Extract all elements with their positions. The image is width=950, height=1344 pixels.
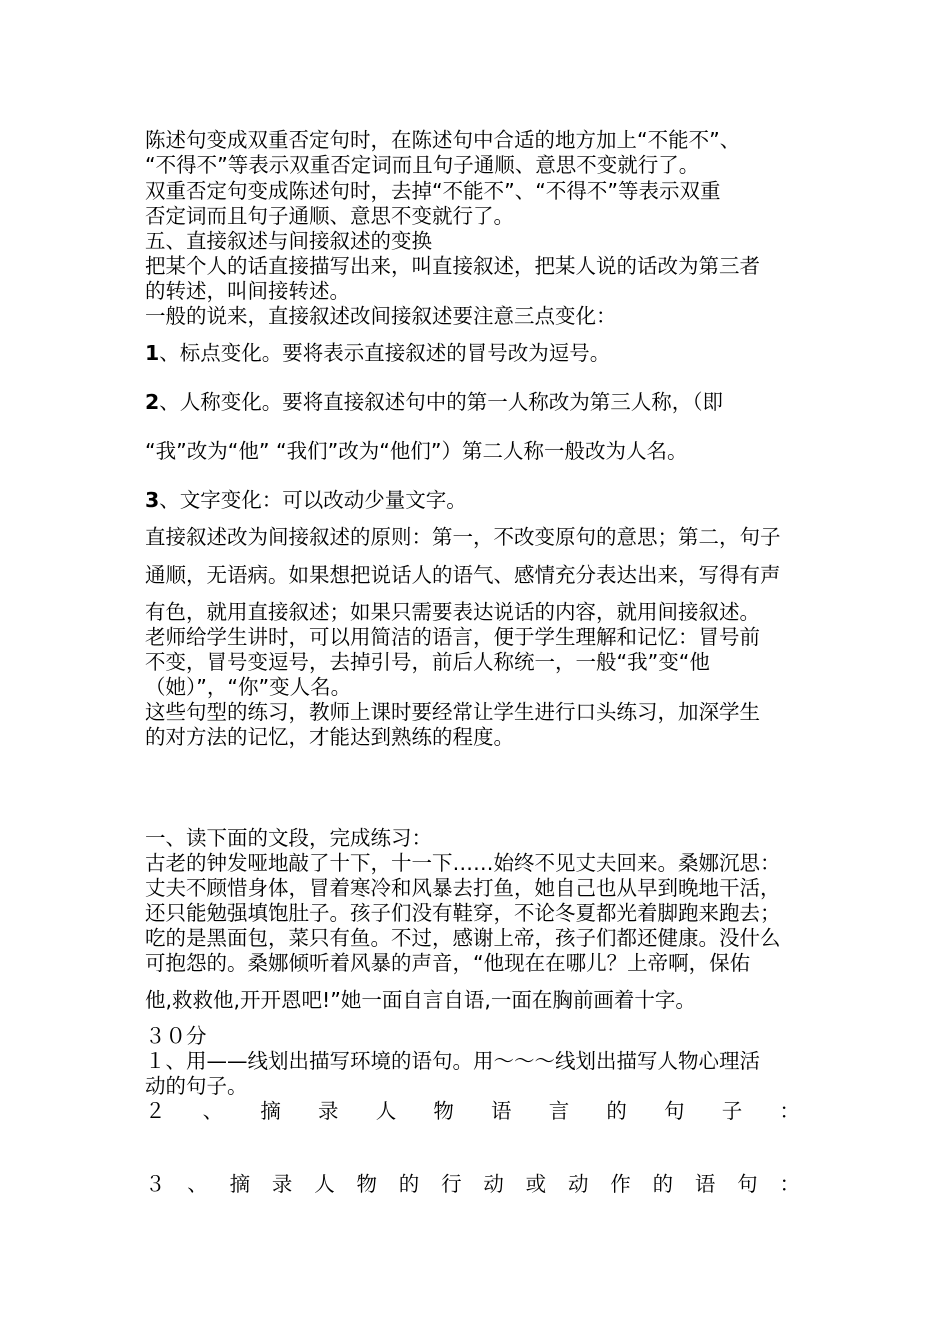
- question-3-char: 录: [271, 1172, 293, 1196]
- question-3-char: 句: [737, 1172, 758, 1196]
- exercise-title: 一、读下面的文段，完成练习：: [145, 826, 432, 850]
- double-negative-line-3: 双重否定句变成陈述句时，去掉“不能不”、“不得不”等表示双重: [145, 179, 721, 203]
- score-label: ３０分: [145, 1024, 207, 1048]
- question-2-char: 子: [721, 1099, 743, 1123]
- definition-line-1: 把某个人的话直接描写出来，叫直接叙述，把某人说的话改为第三者: [145, 254, 760, 278]
- question-2-char: 语: [491, 1099, 512, 1123]
- rule-2-number: 2: [145, 390, 160, 414]
- teaching-line-4: 这些句型的练习，教师上课时要经常让学生进行口头练习，加深学生: [145, 700, 760, 724]
- question-3-char: 动: [483, 1172, 504, 1196]
- question-2: [145, 1099, 800, 1123]
- question-2-char: 录: [318, 1099, 339, 1123]
- passage-line-5: 可抱怨的。桑娜倾听着风暴的声音，“他现在在哪儿？上帝啊，保佑: [145, 951, 751, 975]
- teaching-line-5: 的对方法的记忆，才能达到熟练的程度。: [145, 725, 514, 749]
- question-3-char: 摘: [229, 1172, 251, 1196]
- rule-2-text: 、人称变化。要将直接叙述句中的第一人称改为第三人称，（即: [159, 390, 724, 414]
- rule-3-number: 3: [145, 488, 160, 512]
- question-3-char: 作: [610, 1172, 631, 1196]
- rule-1-text: 、标点变化。要将表示直接叙述的冒号改为逗号。: [159, 341, 611, 365]
- question-3-char: 行: [441, 1172, 462, 1196]
- question-3-char: 、: [187, 1172, 208, 1196]
- teaching-line-1: 老师给学生讲时，可以用简洁的语言，便于学生理解和记忆：冒号前: [145, 625, 760, 649]
- question-3: [145, 1172, 800, 1196]
- question-1-line-2: 动的句子。: [145, 1074, 248, 1098]
- definition-line-2: 的转述，叫间接转述。: [145, 279, 350, 303]
- question-3-char: ３: [145, 1172, 166, 1196]
- question-2-char: ２: [145, 1099, 166, 1123]
- question-3-char: ：: [779, 1172, 800, 1196]
- question-2-char: ：: [779, 1099, 800, 1123]
- rule-2-continuation: “我”改为“他” “我们”改为“他们”）第二人称一般改为人名。: [145, 439, 688, 463]
- passage-line-3: 还只能勉强填饱肚子。孩子们没有鞋穿，不论冬夏都光着脚跑来跑去；: [145, 901, 781, 925]
- question-3-char: 语: [694, 1172, 716, 1196]
- passage-line-1: 古老的钟发哑地敲了十下，十一下……始终不见丈夫回来。桑娜沉思：: [145, 851, 781, 875]
- passage-line-2: 丈夫不顾惜身体，冒着寒冷和风暴去打鱼，她自己也从早到晚地干活，: [145, 876, 781, 900]
- rule-2: [145, 390, 723, 414]
- rule-3-text: 、文字变化：可以改动少量文字。: [159, 488, 467, 512]
- question-3-char: 的: [652, 1172, 674, 1196]
- principle-line-1: 直接叙述改为间接叙述的原则：第一，不改变原句的意思；第二，句子: [145, 525, 781, 549]
- rule-1: [145, 341, 610, 365]
- question-2-char: 物: [433, 1099, 454, 1123]
- section-heading-five: 五、直接叙述与间接叙述的变换: [145, 229, 432, 253]
- double-negative-line-4: 否定词而且句子通顺、意思不变就行了。: [145, 204, 514, 228]
- rule-1-number: 1: [145, 341, 160, 365]
- question-3-char: 物: [356, 1172, 377, 1196]
- principle-line-3: 有色，就用直接叙述；如果只需要表达说话的内容，就用间接叙述。: [145, 600, 760, 624]
- passage-line-4: 吃的是黑面包，菜只有鱼。不过，感谢上帝，孩子们都还健康。没什么: [145, 926, 781, 950]
- question-3-char: 的: [398, 1172, 420, 1196]
- question-2-char: 人: [375, 1099, 397, 1123]
- passage-line-6: 他,救救他,开开恩吧!”她一面自言自语,一面在胸前画着十字。: [145, 988, 696, 1012]
- question-3-char: 或: [525, 1172, 547, 1196]
- question-2-char: 言: [548, 1099, 570, 1123]
- question-2-char: 、: [202, 1099, 224, 1123]
- double-negative-line-2: “不得不”等表示双重否定词而且句子通顺、意思不变就行了。: [145, 153, 700, 177]
- double-negative-line-1: 陈述句变成双重否定句时，在陈述句中合适的地方加上“不能不”、: [145, 128, 741, 152]
- question-3-char: 动: [567, 1172, 589, 1196]
- question-2-char: 句: [664, 1099, 685, 1123]
- rule-3: [145, 488, 467, 512]
- question-2-char: 摘: [260, 1099, 281, 1123]
- teaching-line-2: 不变，冒号变逗号，去掉引号，前后人称统一，一般“我”变“他: [145, 650, 710, 674]
- definition-line-3: 一般的说来，直接叙述改间接叙述要注意三点变化：: [145, 304, 617, 328]
- principle-line-2: 通顺，无语病。如果想把说话人的语气、感情充分表达出来，写得有声: [145, 563, 781, 587]
- question-2-char: 的: [606, 1099, 627, 1123]
- teaching-line-3: （她）”，“你”变人名。: [145, 675, 352, 699]
- question-3-char: 人: [314, 1172, 335, 1196]
- question-1-line-1: １、用——线划出描写环境的语句。用～～～线划出描写人物心理活: [145, 1049, 760, 1073]
